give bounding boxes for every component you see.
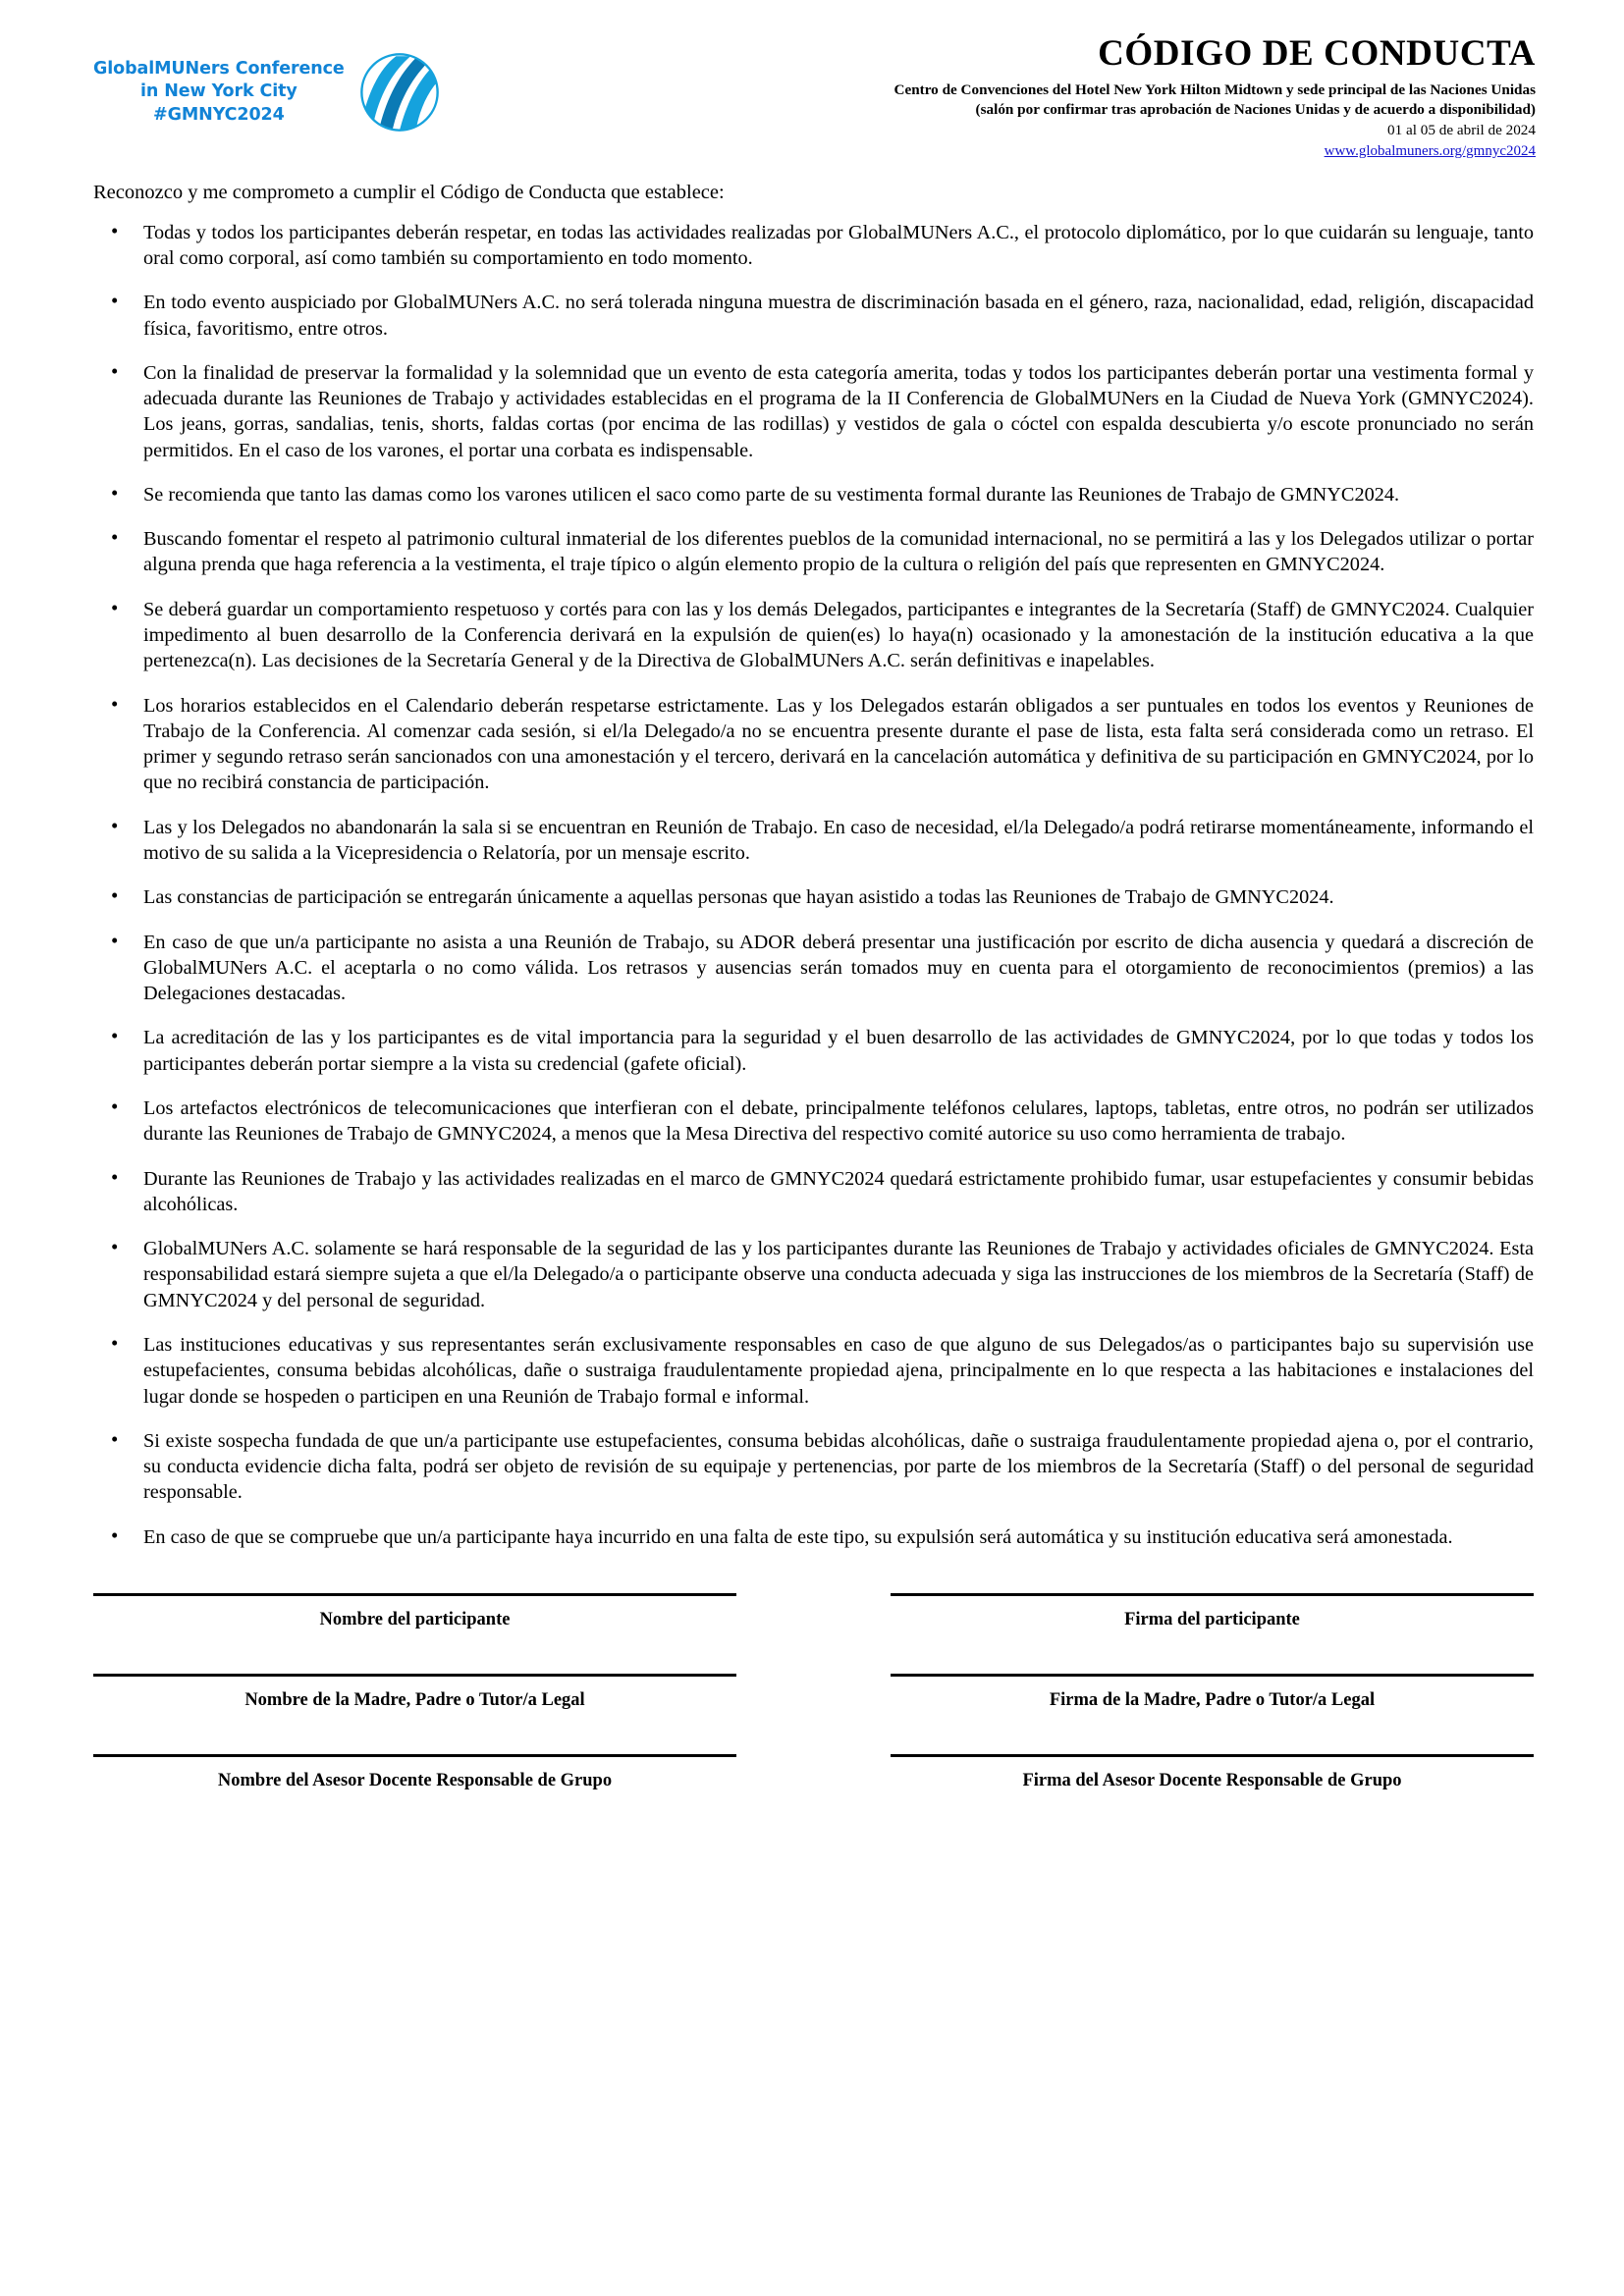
clause-item: • Los artefactos electrónicos de telecomunicaciones que interfieran con el debate, principalmente teléfonos celulares, laptops, tabletas, entre otros, no podrán ser utilizados durante las Reuniones de Trabajo de GMNYC2024, a menos que la Mesa Directiva del respectivo comité autorice su uso como herramienta de trabajo. — [93, 1095, 1534, 1148]
website-link[interactable]: www.globalmuners.org/gmnyc2024 — [1324, 142, 1536, 159]
signature-row-participant — [93, 1593, 1534, 1630]
clause-item: • Los horarios establecidos en el Calendario deberán respetarse estrictamente. Las y los Delegados estarán obligados a ser puntuales en todos los eventos y Reuniones de Trabajo de la Conferencia. Al comenzar cada sesión, si el/la Delegado/a no se encuentra presente durante el pase de lista, esta falta será considerada como un retraso. El primer y segundo retraso serán sancionados con una amonestación y el tercero, derivará en la cancelación automática y definitiva de su participación en GMNYC2024, por lo que no recibirá constancia de participación. — [93, 693, 1534, 796]
brand-wordmark — [93, 58, 345, 126]
signature-field-guardian-signature[interactable] — [891, 1674, 1534, 1711]
venue-line-primary: Centro de Convenciones del Hotel New York Hilton Midtown y sede principal de las Naciones Unidas — [893, 80, 1536, 98]
signature-label: Firma del participante — [1124, 1609, 1300, 1629]
clause-item: • GlobalMUNers A.C. solamente se hará responsable de la seguridad de las y los participantes durante las Reuniones de Trabajo y actividades oficiales de GMNYC2024. Esta responsabilidad estará siempre sujeta a que el/la Delegado/a o participante observe una conducta adecuada y siga las instrucciones de los miembros de la Secretaría (Staff) de GMNYC2024 y del personal de seguridad. — [93, 1236, 1534, 1313]
signature-row-guardian — [93, 1674, 1534, 1711]
clause-item: • Con la finalidad de preservar la formalidad y la solemnidad que un evento de esta categoría amerita, todas y todos los participantes deberán portar una vestimenta formal y adecuada durante las Reuniones de Trabajo y actividades establecidas en el programa de la II Conferencia de GlobalMUNers en la Ciudad de Nueva York (GMNYC2024). Los jeans, gorras, sandalias, tenis, shorts, faldas cortas (por encima de las rodillas) y vestidos de gala o cóctel con espalda descubierta y/o escote pronunciado no serán permitidos. En el caso de los varones, el portar una corbata es indispensable. — [93, 360, 1534, 463]
clause-item: • La acreditación de las y los participantes es de vital importancia para la seguridad y el buen desarrollo de las actividades de GMNYC2024, por lo que todas y todos los participantes deberán portar siempre a la vista su credencial (gafete oficial). — [93, 1025, 1534, 1077]
clause-item: • Se deberá guardar un comportamiento respetuoso y cortés para con las y los demás Delegados, participantes e integrantes de la Secretaría (Staff) de GMNYC2024. Cualquier impedimento al buen desarrollo de la Conferencia derivará en la expulsión de quien(es) lo haya(n) ocasionado y la amonestación de la institución educativa a la que pertenezca(n). Las decisiones de la Secretaría General y de la Directiva de GlobalMUNers A.C. serán definitivas e inapelables. — [93, 597, 1534, 674]
clause-item: • En caso de que se compruebe que un/a participante haya incurrido en una falta de este tipo, su expulsión será automática y su institución educativa será amonestada. — [93, 1524, 1534, 1550]
clause-item: • Las instituciones educativas y sus representantes serán exclusivamente responsables en caso de que alguno de sus Delegados/as o participantes bajo su supervisión use estupefacientes, consuma bebidas alcohólicas, dañe o sustraiga fraudulentamente propiedad ajena, principalmente en lo que respecta a las habitaciones e instalaciones del lugar donde se hospeden o participen en una Reunión de Trabajo formal e informal. — [93, 1332, 1534, 1410]
clause-item: • Si existe sospecha fundada de que un/a participante use estupefacientes, consuma bebidas alcohólicas, dañe o sustraiga fraudulentamente propiedad ajena o, por el contrario, su conducta evidencie dicha falta, podrá ser objeto de revisión de su equipaje y pertenencias, por parte de los miembros de la Secretaría (Staff) o del personal de seguridad responsable. — [93, 1428, 1534, 1506]
brand-line-1: GlobalMUNers Conference — [93, 59, 345, 80]
clause-item: • Se recomienda que tanto las damas como los varones utilicen el saco como parte de su vestimenta formal durante las Reuniones de Trabajo de GMNYC2024. — [93, 482, 1534, 507]
document-body — [0, 180, 1624, 1550]
signature-label: Nombre de la Madre, Padre o Tutor/a Legal — [244, 1690, 585, 1711]
signature-label: Nombre del Asesor Docente Responsable de Grupo — [217, 1771, 613, 1791]
signature-rule — [93, 1674, 736, 1677]
signature-field-advisor-signature[interactable] — [891, 1754, 1534, 1791]
signature-field-participant-name[interactable] — [93, 1593, 736, 1630]
clause-list — [93, 220, 1534, 1550]
clause-item: • Todas y todos los participantes deberán respetar, en todas las actividades realizadas por GlobalMUNers A.C., el protocolo diplomático, por lo que cuidarán su lenguaje, tanto oral como corporal, así como también su comportamiento en todo momento. — [93, 220, 1534, 272]
brand-line-3: #GMNYC2024 — [153, 104, 285, 125]
signature-rule — [891, 1674, 1534, 1677]
page-title: CÓDIGO DE CONDUCTA — [1098, 33, 1536, 74]
signature-label: Nombre del participante — [319, 1609, 511, 1629]
clause-item: • Durante las Reuniones de Trabajo y las actividades realizadas en el marco de GMNYC2024 quedará estrictamente prohibido fumar, usar estupefacientes y consumir bebidas alcohólicas. — [93, 1166, 1534, 1218]
clause-item: • En todo evento auspiciado por GlobalMUNers A.C. no será tolerada ninguna muestra de discriminación basada en el género, raza, nacionalidad, edad, religión, discapacidad física, favoritismo, entre otros. — [93, 290, 1534, 342]
signature-label: Firma de la Madre, Padre o Tutor/a Legal — [1049, 1690, 1376, 1711]
clause-item: • Buscando fomentar el respeto al patrimonio cultural inmaterial de los diferentes pueblos de la comunidad internacional, no se permitirá a las y los Delegados utilizar o portar alguna prenda que haga referencia a la vestimenta, el traje típico o algún elemento propio de la cultura o religión del país que representen en GMNYC2024. — [93, 526, 1534, 578]
globalmuners-m-globe-logo-icon — [354, 47, 445, 137]
signature-rule — [891, 1593, 1534, 1596]
document-header — [0, 0, 1624, 161]
signature-rule — [93, 1593, 736, 1596]
signature-row-advisor — [93, 1754, 1534, 1791]
clause-item: • En caso de que un/a participante no asista a una Reunión de Trabajo, su ADOR deberá presentar una justificación por escrito de dicha ausencia y quedará a discreción de GlobalMUNers A.C. el aceptarla o no como válida. Los retrasos y ausencias serán tomados muy en cuenta para el otorgamiento de reconocimientos (premios) a las Delegaciones destacadas. — [93, 930, 1534, 1007]
clause-item: • Las y los Delegados no abandonarán la sala si se encuentran en Reunión de Trabajo. En caso de necesidad, el/la Delegado/a podrá retirarse momentáneamente, informando el motivo de su salida a la Vicepresidencia o Relatoría, por un mensaje escrito. — [93, 815, 1534, 867]
intro-paragraph: Reconozco y me comprometo a cumplir el Código de Conducta que establece: — [93, 182, 725, 204]
signature-field-guardian-name[interactable] — [93, 1674, 736, 1711]
event-dates: 01 al 05 de abril de 2024 — [1387, 121, 1536, 138]
signature-rule — [93, 1754, 736, 1757]
signature-field-advisor-name[interactable] — [93, 1754, 736, 1791]
signature-section — [0, 1593, 1624, 1792]
signature-rule — [891, 1754, 1534, 1757]
clause-item: • Las constancias de participación se entregarán únicamente a aquellas personas que hayan asistido a todas las Reuniones de Trabajo de GMNYC2024. — [93, 884, 1534, 910]
signature-field-participant-signature[interactable] — [891, 1593, 1534, 1630]
brand-logo — [93, 33, 445, 137]
header-title-block — [475, 33, 1536, 161]
brand-line-2: in New York City — [139, 81, 298, 102]
signature-label: Firma del Asesor Docente Responsable de Grupo — [1022, 1771, 1402, 1791]
venue-line-secondary: (salón por confirmar tras aprobación de Naciones Unidas y de acuerdo a disponibilidad) — [975, 101, 1536, 119]
